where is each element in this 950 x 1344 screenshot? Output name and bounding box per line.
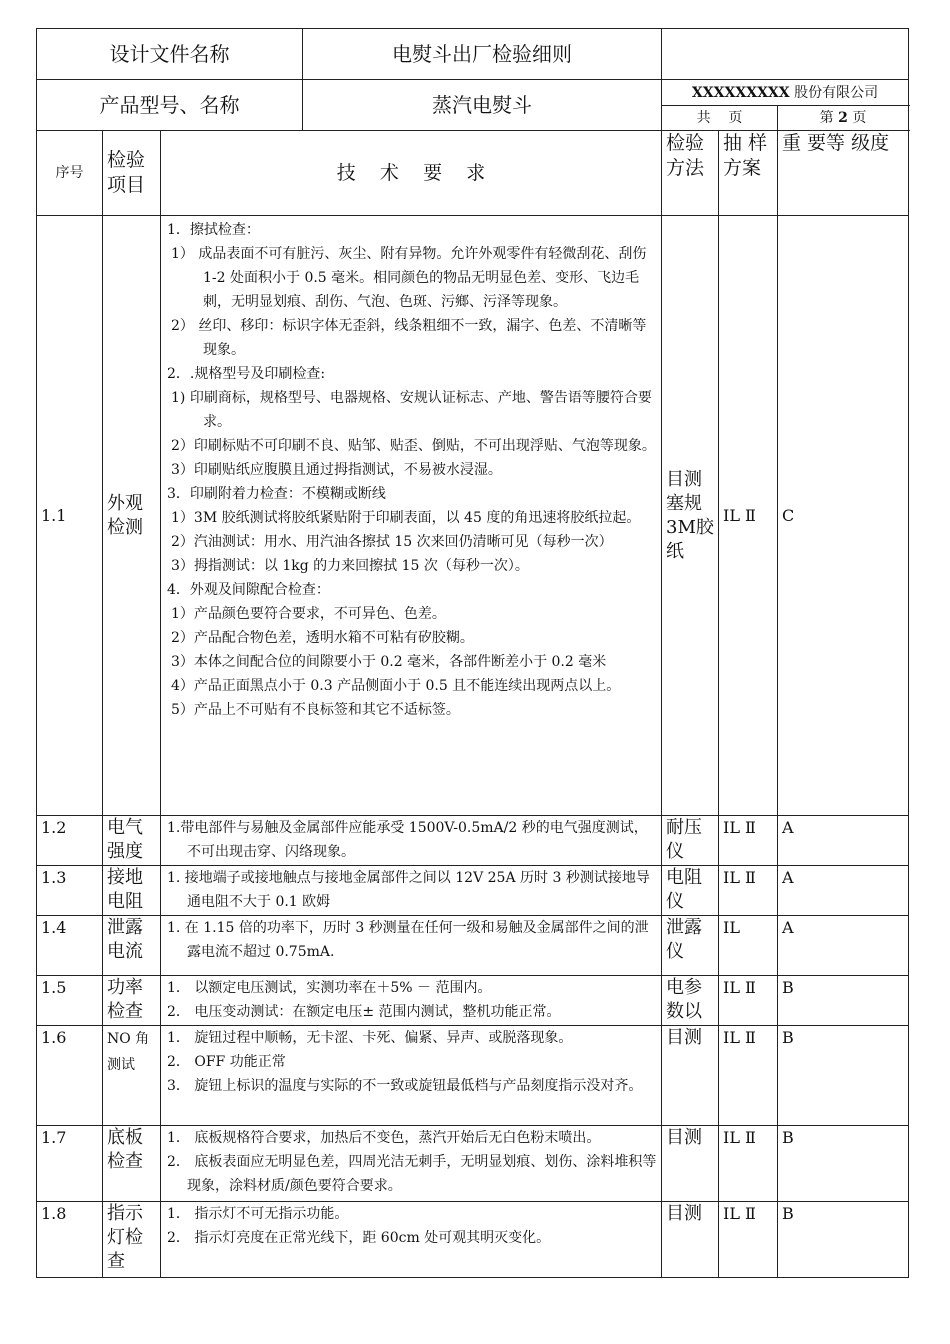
requirement-line: 5）产品上不可贴有不良标签和其它不适标签。: [171, 702, 460, 718]
row-requirements: [161, 916, 662, 976]
table-row: [37, 1026, 909, 1126]
page-num: 2: [838, 110, 848, 126]
row-method: 目测塞规3M胶纸: [662, 216, 719, 816]
requirement-line: 1．擦拭检查：: [167, 222, 260, 238]
inspection-table: [36, 28, 909, 1278]
row-sampling: IL Ⅱ: [719, 1126, 778, 1202]
col-requirements: 技 术 要 求: [161, 131, 662, 216]
table-row: [37, 816, 909, 866]
row-number: 1.4: [37, 916, 103, 976]
page-prefix: 第: [819, 110, 834, 126]
row-grade: A: [778, 816, 909, 866]
row-method: 耐压仪: [662, 816, 719, 866]
requirement-line: 1) 印刷商标，规格型号、电器规格、安规认证标志、产地、警告语等腰符合要求。: [171, 390, 652, 430]
product-value: 蒸汽电熨斗: [303, 80, 662, 131]
requirement-line: 3． 旋钮上标识的温度与实际的不一致或旋钮最低档与产品刻度指示没对齐。: [167, 1078, 643, 1094]
row-method: 目测: [662, 1202, 719, 1278]
total-pages: 共 页: [662, 106, 778, 131]
row-grade: A: [778, 866, 909, 916]
row-item: 电气强度: [103, 816, 161, 866]
row-requirements: [161, 866, 662, 916]
row-grade: A: [778, 916, 909, 976]
row-number: 1.6: [37, 1026, 103, 1126]
row-number: 1.2: [37, 816, 103, 866]
table-row: [37, 866, 909, 916]
row-grade: B: [778, 976, 909, 1026]
requirement-line: 2）产品配合物色差，透明水箱不可粘有矽胶糊。: [171, 630, 474, 646]
row-item: 泄露电流: [103, 916, 161, 976]
col-grade: 重 要等 级度: [778, 131, 909, 216]
requirement-line: 2）汽油测试：用水、用汽油各擦拭 15 次来回仍清晰可见（每秒一次）: [171, 534, 613, 550]
row-sampling: IL: [719, 916, 778, 976]
row-number: 1.8: [37, 1202, 103, 1278]
inspection-document: [36, 28, 908, 1278]
col-item: 检验项目: [103, 131, 161, 216]
row-requirements: [161, 976, 662, 1026]
header-blank-cell: [662, 29, 909, 80]
requirement-line: 3）印刷贴纸应腹膜且通过拇指测试，不易被水浸湿。: [171, 462, 502, 478]
row-number: 1.3: [37, 866, 103, 916]
requirement-line: 1） 成品表面不可有脏污、灰尘、附有异物。允许外观零件有轻微刮花、刮伤 1-2 处面积小于 0.5 毫米。相同颜色的物品无明显色差、变形、飞边毛刺，无明显划痕、刮伤、气泡、色斑、污鄉、污泽等现象。: [171, 246, 647, 310]
table-row: [37, 1126, 909, 1202]
row-item: 指示灯检查: [103, 1202, 161, 1278]
table-row: [37, 1202, 909, 1278]
requirement-line: 1. 在 1.15 倍的功率下，历时 3 秒测量在任何一级和易触及金属部件之间的泄露电流不超过 0.75mA.: [167, 920, 649, 960]
requirement-line: 4）产品正面黑点小于 0.3 产品侧面小于 0.5 且不能连续出现两点以上。: [171, 678, 621, 694]
row-method: 电参数以: [662, 976, 719, 1026]
requirement-line: 3．印刷附着力检查：不模糊或断线: [167, 486, 386, 502]
row-number: 1.5: [37, 976, 103, 1026]
row-requirements: [161, 1126, 662, 1202]
row-item: 接地电阻: [103, 866, 161, 916]
row-number: 1.7: [37, 1126, 103, 1202]
row-grade: B: [778, 1026, 909, 1126]
company-code: XXXXXXXXX: [691, 84, 790, 101]
requirement-line: 2． 电压变动测试：在额定电压± 范围内测试，整机功能正常。: [167, 1004, 561, 1020]
row-method: 泄露仪: [662, 916, 719, 976]
requirement-line: 1.带电部件与易触及金属部件应能承受 1500V-0.5mA/2 秒的电气强度测试，不可出现击穿、闪络现象。: [167, 820, 648, 860]
row-number: 1.1: [37, 216, 103, 816]
table-row: [37, 916, 909, 976]
design-doc-label: 设计文件名称: [37, 29, 303, 80]
page-number: [778, 106, 909, 131]
col-seq: 序号: [37, 131, 103, 216]
row-method: 目测: [662, 1026, 719, 1126]
requirement-line: 1）3M 胶纸测试将胶纸紧贴附于印刷表面，以 45 度的角迅速将胶纸拉起。: [171, 510, 641, 526]
requirement-line: 1. 接地端子或接地触点与接地金属部件之间以 12V 25A 历时 3 秒测试接地导通电阻不大于 0.1 欧姆: [167, 870, 650, 910]
company-name: [662, 80, 909, 106]
requirement-line: 2） 丝印、移印：标识字体无歪斜，线条粗细不一致，漏字、色差、不清晰等现象。: [171, 318, 647, 358]
company-suffix: 股份有限公司: [794, 84, 879, 101]
row-method: 目测: [662, 1126, 719, 1202]
design-doc-value: 电熨斗出厂检验细则: [303, 29, 662, 80]
row-sampling: IL Ⅱ: [719, 216, 778, 816]
page-suffix: 页: [852, 110, 867, 126]
row-item: 底板检查: [103, 1126, 161, 1202]
row-item: 功率检查: [103, 976, 161, 1026]
requirement-line: 1． 底板规格符合要求，加热后不变色，蒸汽开始后无白色粉末喷出。: [167, 1130, 601, 1146]
col-method: 检验方法: [662, 131, 719, 216]
requirement-line: 1． 以额定电压测试，实测功率在＋5% － 范围内。: [167, 980, 492, 996]
requirement-line: 2）印刷标贴不可印刷不良、贴邹、贴歪、倒贴，不可出现浮贴、气泡等现象。: [171, 438, 656, 454]
row-grade: C: [778, 216, 909, 816]
requirement-line: 3）拇指测试：以 1kg 的力来回擦拭 15 次（每秒一次）。: [171, 558, 529, 574]
requirement-line: 4．外观及间隙配合检查：: [167, 582, 330, 598]
row-sampling: IL Ⅱ: [719, 816, 778, 866]
row-requirements: [161, 1026, 662, 1126]
row-sampling: IL Ⅱ: [719, 1202, 778, 1278]
row-requirements: [161, 1202, 662, 1278]
requirement-line: 2． 指示灯亮度在正常光线下，距 60cm 处可观其明灭变化。: [167, 1230, 551, 1246]
requirement-line: 2．.规格型号及印刷检查:: [167, 366, 326, 382]
requirement-line: 1． 指示灯不可无指示功能。: [167, 1206, 349, 1222]
col-sampling: 抽 样方案: [719, 131, 778, 216]
requirement-line: 2． 底板表面应无明显色差，四周光洁无刺手，无明显划痕、划伤、涂料堆积等现象，涂料材质/颜色要符合要求。: [167, 1154, 657, 1194]
row-requirements: [161, 216, 662, 816]
row-method: 电阻仪: [662, 866, 719, 916]
row-requirements: [161, 816, 662, 866]
row-item: 外观检测: [103, 216, 161, 816]
row-sampling: IL Ⅱ: [719, 866, 778, 916]
row-sampling: IL Ⅱ: [719, 1026, 778, 1126]
requirement-line: 1． 旋钮过程中顺畅，无卡涩、卡死、偏紧、异声、或脱落现象。: [167, 1030, 573, 1046]
row-sampling: IL Ⅱ: [719, 976, 778, 1026]
requirement-line: 3）本体之间配合位的间隙要小于 0.2 毫米，各部件断差小于 0.2 毫米: [171, 654, 607, 670]
row-grade: B: [778, 1202, 909, 1278]
table-row: [37, 216, 909, 816]
product-label: 产品型号、名称: [37, 80, 303, 131]
requirement-line: 1）产品颜色要符合要求，不可异色、色差。: [171, 606, 446, 622]
table-row: [37, 976, 909, 1026]
row-grade: B: [778, 1126, 909, 1202]
requirement-line: 2． OFF 功能正常: [167, 1054, 286, 1070]
row-item: NO 角 测试: [103, 1026, 161, 1126]
